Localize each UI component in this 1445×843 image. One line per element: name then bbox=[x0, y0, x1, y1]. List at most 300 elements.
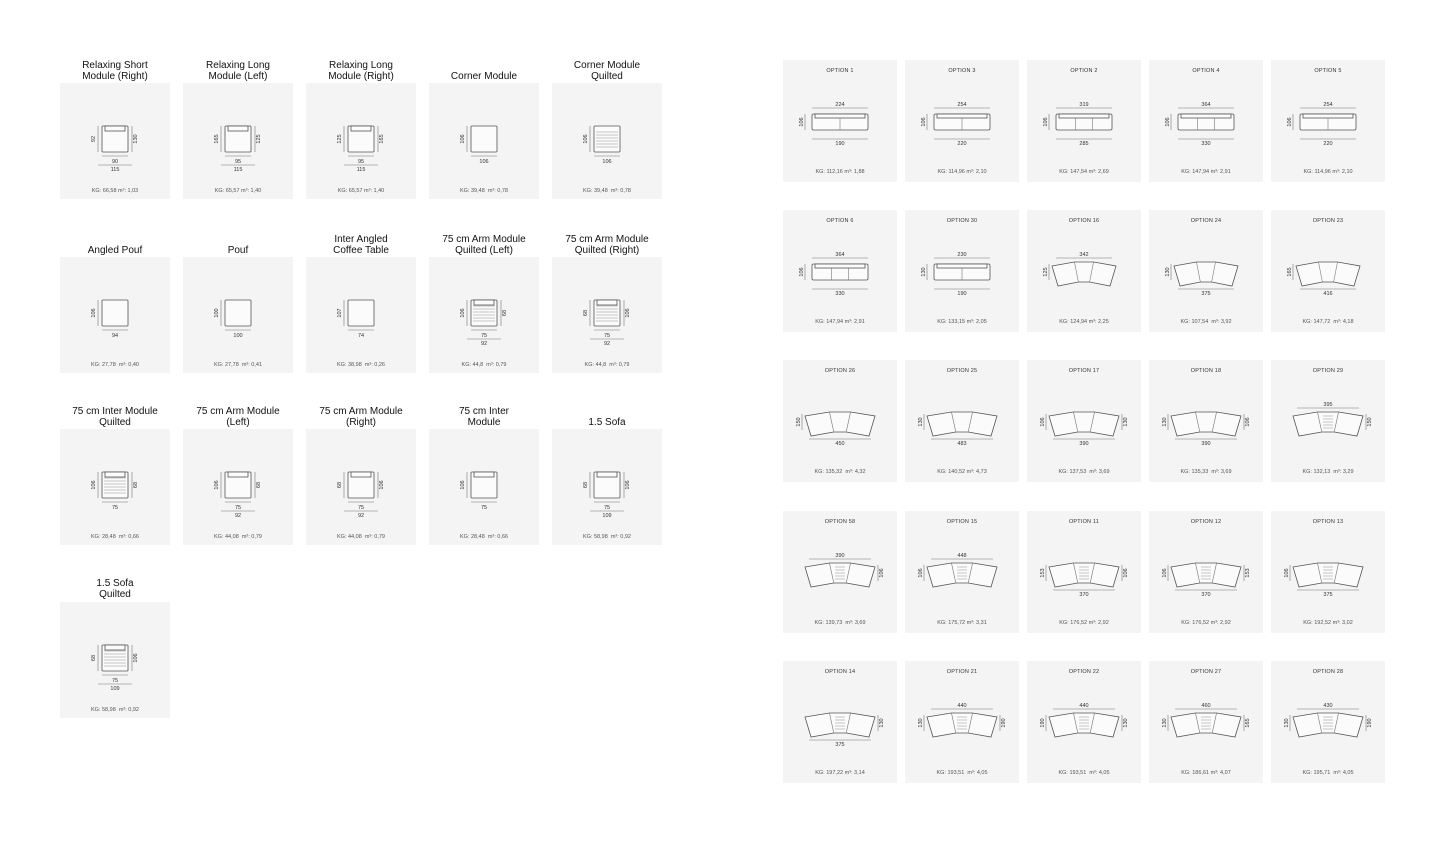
module-outline bbox=[594, 126, 620, 152]
module-backrest bbox=[105, 645, 125, 650]
option-drawing-card bbox=[1027, 511, 1141, 633]
module-drawing-card bbox=[552, 257, 662, 373]
left-dimension-label: 130 bbox=[1162, 417, 1168, 427]
overall-width-dimension-label: 115 bbox=[110, 167, 120, 173]
module-drawing-card bbox=[183, 429, 293, 545]
width-dimension-label: 74 bbox=[357, 333, 365, 339]
option-weight-volume: KG: 147,72 m³: 4,18 bbox=[1302, 319, 1354, 325]
bottom-dimension-label: 416 bbox=[1323, 291, 1333, 297]
module-title: 75 cm Arm Module (Right) bbox=[319, 406, 403, 428]
option-drawing-card bbox=[1271, 60, 1385, 182]
depth-dimension-label: 106 bbox=[91, 308, 97, 318]
secondary-depth-dimension-label: 68 bbox=[502, 309, 508, 317]
module-plan-drawing bbox=[552, 257, 662, 373]
sofa-outline bbox=[1293, 713, 1363, 737]
module-weight-volume: KG: 58,98 m³: 0,92 bbox=[583, 534, 631, 540]
module-drawing-card bbox=[306, 429, 416, 545]
option-label: OPTION 25 bbox=[946, 368, 978, 374]
module-title: Relaxing Short Module (Right) bbox=[82, 60, 148, 82]
module-weight-volume: KG: 44,08 m³: 0,79 bbox=[214, 534, 262, 540]
option-drawing-card bbox=[1027, 661, 1141, 783]
bottom-dimension-label: 390 bbox=[1201, 441, 1211, 447]
sofa-outline bbox=[1171, 563, 1241, 587]
option-label: OPTION 4 bbox=[1192, 68, 1220, 74]
secondary-depth-dimension-label: 130 bbox=[133, 134, 139, 144]
bottom-dimension-label: 450 bbox=[835, 441, 845, 447]
option-plan-drawing bbox=[1149, 60, 1263, 182]
module-backrest bbox=[597, 472, 617, 477]
module-backrest bbox=[105, 126, 125, 131]
module-plan-drawing bbox=[429, 257, 539, 373]
sofa-outline bbox=[805, 412, 875, 436]
option-label: OPTION 23 bbox=[1312, 218, 1344, 224]
option-drawing-card bbox=[783, 210, 897, 332]
right-dimension-label: 165 bbox=[1245, 718, 1251, 728]
option-weight-volume: KG: 186,61 m³: 4,07 bbox=[1181, 770, 1231, 776]
option-weight-volume: KG: 195,71 m³: 4,05 bbox=[1302, 770, 1354, 776]
top-dimension-label: 224 bbox=[835, 102, 845, 108]
option-weight-volume: KG: 147,94 m³: 2,91 bbox=[1181, 169, 1231, 175]
left-dimension-label: 190 bbox=[1040, 718, 1046, 728]
module-plan-drawing bbox=[306, 257, 416, 373]
sofa-outline bbox=[1049, 563, 1119, 587]
option-label: OPTION 21 bbox=[946, 669, 978, 675]
module-backrest bbox=[351, 472, 371, 477]
option-weight-volume: KG: 124,94 m³: 2,25 bbox=[1059, 319, 1109, 325]
option-weight-volume: KG: 135,32 m³: 4,32 bbox=[814, 469, 866, 475]
option-drawing-card bbox=[905, 210, 1019, 332]
option-plan-drawing bbox=[783, 60, 897, 182]
depth-dimension-label: 107 bbox=[337, 308, 343, 318]
option-plan-drawing bbox=[1149, 661, 1263, 783]
option-drawing-card bbox=[1271, 511, 1385, 633]
depth-dimension-label: 106 bbox=[91, 480, 97, 490]
right-dimension-label: 153 bbox=[1245, 568, 1251, 578]
bottom-dimension-label: 375 bbox=[835, 742, 845, 748]
module-drawing-card bbox=[552, 83, 662, 199]
bottom-dimension-label: 483 bbox=[957, 441, 967, 447]
module-plan-drawing bbox=[183, 257, 293, 373]
sofa-outline bbox=[1171, 713, 1241, 737]
top-dimension-label: 342 bbox=[1079, 252, 1089, 258]
module-title: 75 cm Arm Module Quilted (Right) bbox=[565, 234, 649, 256]
option-drawing-card bbox=[1027, 60, 1141, 182]
option-weight-volume: KG: 193,51 m³: 4,05 bbox=[936, 770, 988, 776]
module-plan-drawing bbox=[552, 83, 662, 199]
top-dimension-label: 440 bbox=[957, 703, 967, 709]
depth-dimension-label: 68 bbox=[583, 309, 589, 317]
option-weight-volume: KG: 176,52 m³: 2,92 bbox=[1181, 620, 1231, 626]
module-backrest bbox=[474, 300, 494, 305]
option-plan-drawing bbox=[1271, 60, 1385, 182]
depth-dimension-label: 68 bbox=[91, 654, 97, 662]
module-outline bbox=[471, 126, 497, 152]
module-plan-drawing bbox=[306, 83, 416, 199]
module-weight-volume: KG: 28,48 m³: 0,66 bbox=[91, 534, 139, 540]
module-drawing-card bbox=[183, 257, 293, 373]
sofa-outline bbox=[1049, 713, 1119, 737]
depth-dimension-label: 165 bbox=[214, 134, 220, 144]
left-dimension-label: 130 bbox=[921, 267, 927, 277]
module-backrest bbox=[597, 300, 617, 305]
option-weight-volume: KG: 112,16 m³: 1,88 bbox=[815, 169, 865, 175]
module-plan-drawing bbox=[429, 83, 539, 199]
module-title: 75 cm Arm Module (Left) bbox=[196, 406, 280, 428]
module-weight-volume: KG: 27,78 m³: 0,40 bbox=[91, 362, 139, 368]
module-backrest bbox=[228, 472, 248, 477]
option-label: OPTION 15 bbox=[946, 519, 978, 525]
option-weight-volume: KG: 175,72 m³: 3,31 bbox=[937, 620, 987, 626]
module-title: Angled Pouf bbox=[87, 245, 143, 256]
top-dimension-label: 254 bbox=[1323, 102, 1333, 108]
option-plan-drawing bbox=[905, 661, 1019, 783]
sofa-backrest bbox=[1303, 114, 1353, 118]
option-drawing-card bbox=[905, 60, 1019, 182]
bottom-dimension-label: 375 bbox=[1201, 291, 1211, 297]
right-dimension-label: 106 bbox=[1245, 417, 1251, 427]
bottom-dimension-label: 370 bbox=[1079, 592, 1089, 598]
option-drawing-card bbox=[1149, 60, 1263, 182]
option-drawing-card bbox=[1149, 360, 1263, 482]
top-dimension-label: 448 bbox=[957, 553, 967, 559]
sofa-backrest bbox=[937, 264, 987, 268]
option-weight-volume: KG: 107,54 m³: 3,92 bbox=[1180, 319, 1232, 325]
option-drawing-card bbox=[905, 661, 1019, 783]
module-plan-drawing bbox=[183, 83, 293, 199]
width-dimension-label: 94 bbox=[111, 333, 119, 339]
option-label: OPTION 11 bbox=[1068, 519, 1100, 525]
sofa-outline bbox=[1296, 262, 1360, 286]
width-dimension-label: 75 bbox=[111, 678, 119, 684]
module-drawing-card bbox=[60, 429, 170, 545]
overall-width-dimension-label: 92 bbox=[603, 341, 611, 347]
option-plan-drawing bbox=[1027, 511, 1141, 633]
option-drawing-card bbox=[1027, 360, 1141, 482]
module-weight-volume: KG: 44,8 m³: 0,79 bbox=[461, 362, 507, 368]
overall-width-dimension-label: 109 bbox=[602, 513, 612, 519]
module-weight-volume: KG: 65,57 m³: 1,40 bbox=[214, 188, 262, 194]
module-title: Corner Module Quilted bbox=[573, 60, 641, 82]
module-drawing-card bbox=[552, 429, 662, 545]
option-label: OPTION 5 bbox=[1314, 68, 1342, 74]
option-drawing-card bbox=[1149, 210, 1263, 332]
module-weight-volume: KG: 39,48 m³: 0,78 bbox=[583, 188, 631, 194]
option-plan-drawing bbox=[905, 360, 1019, 482]
module-title: Inter Angled Coffee Table bbox=[333, 234, 389, 256]
module-drawing-card bbox=[306, 83, 416, 199]
secondary-depth-dimension-label: 68 bbox=[256, 481, 262, 489]
left-dimension-label: 106 bbox=[1043, 117, 1049, 127]
module-title: 75 cm Inter Module bbox=[458, 406, 510, 428]
module-plan-drawing bbox=[60, 83, 170, 199]
depth-dimension-label: 106 bbox=[460, 480, 466, 490]
option-label: OPTION 13 bbox=[1312, 519, 1344, 525]
width-dimension-label: 75 bbox=[480, 505, 488, 511]
right-dimension-label: 130 bbox=[879, 718, 885, 728]
secondary-depth-dimension-label: 106 bbox=[625, 480, 631, 490]
bottom-dimension-label: 390 bbox=[1079, 441, 1089, 447]
left-dimension-label: 130 bbox=[1284, 718, 1290, 728]
module-weight-volume: KG: 38,98 m³: 0,26 bbox=[337, 362, 385, 368]
option-plan-drawing bbox=[905, 60, 1019, 182]
left-dimension-label: 106 bbox=[1040, 417, 1046, 427]
module-weight-volume: KG: 44,08 m³: 0,79 bbox=[337, 534, 385, 540]
option-weight-volume: KG: 140,52 m³: 4,73 bbox=[937, 469, 987, 475]
sofa-outline bbox=[1174, 262, 1238, 286]
left-dimension-label: 130 bbox=[1162, 718, 1168, 728]
width-dimension-label: 106 bbox=[602, 159, 612, 165]
module-drawing-card bbox=[60, 602, 170, 718]
sofa-outline bbox=[927, 563, 997, 587]
module-drawing-card bbox=[429, 83, 539, 199]
option-plan-drawing bbox=[905, 511, 1019, 633]
module-drawing-card bbox=[183, 83, 293, 199]
sofa-outline bbox=[1052, 262, 1116, 286]
option-weight-volume: KG: 192,52 m³: 3,02 bbox=[1303, 620, 1353, 626]
depth-dimension-label: 106 bbox=[460, 134, 466, 144]
bottom-dimension-label: 370 bbox=[1201, 592, 1211, 598]
module-drawing-card bbox=[60, 83, 170, 199]
option-label: OPTION 17 bbox=[1068, 368, 1100, 374]
sofa-outline bbox=[805, 713, 875, 737]
option-drawing-card bbox=[905, 360, 1019, 482]
option-label: OPTION 2 bbox=[1070, 68, 1098, 74]
right-dimension-label: 150 bbox=[1367, 417, 1373, 427]
left-dimension-label: 130 bbox=[918, 718, 924, 728]
option-label: OPTION 58 bbox=[824, 519, 856, 525]
module-weight-volume: KG: 58,98 m³: 0,92 bbox=[91, 707, 139, 713]
module-plan-drawing bbox=[183, 429, 293, 545]
bottom-dimension-label: 220 bbox=[1323, 141, 1333, 147]
overall-width-dimension-label: 115 bbox=[356, 167, 366, 173]
option-plan-drawing bbox=[1027, 210, 1141, 332]
secondary-depth-dimension-label: 106 bbox=[625, 308, 631, 318]
top-dimension-label: 440 bbox=[1079, 703, 1089, 709]
sofa-backrest bbox=[937, 114, 987, 118]
option-drawing-card bbox=[783, 661, 897, 783]
depth-dimension-label: 68 bbox=[583, 481, 589, 489]
secondary-depth-dimension-label: 165 bbox=[379, 134, 385, 144]
bottom-dimension-label: 285 bbox=[1079, 141, 1089, 147]
secondary-depth-dimension-label: 68 bbox=[133, 481, 139, 489]
module-plan-drawing bbox=[60, 429, 170, 545]
module-title: 1.5 Sofa Quilted bbox=[96, 578, 134, 600]
option-drawing-card bbox=[783, 360, 897, 482]
option-weight-volume: KG: 137,53 m³: 3,69 bbox=[1058, 469, 1110, 475]
option-drawing-card bbox=[1271, 360, 1385, 482]
overall-width-dimension-label: 115 bbox=[233, 167, 243, 173]
left-dimension-label: 130 bbox=[918, 417, 924, 427]
bottom-dimension-label: 190 bbox=[957, 291, 967, 297]
sofa-backrest bbox=[1181, 114, 1231, 118]
width-dimension-label: 75 bbox=[480, 333, 488, 339]
overall-width-dimension-label: 92 bbox=[234, 513, 242, 519]
right-dimension-label: 106 bbox=[1123, 568, 1129, 578]
module-backrest bbox=[351, 126, 371, 131]
module-title: Relaxing Long Module (Right) bbox=[328, 60, 394, 82]
option-label: OPTION 24 bbox=[1190, 218, 1222, 224]
option-label: OPTION 22 bbox=[1068, 669, 1100, 675]
left-dimension-label: 106 bbox=[1162, 568, 1168, 578]
depth-dimension-label: 106 bbox=[583, 134, 589, 144]
left-dimension-label: 106 bbox=[1287, 117, 1293, 127]
option-plan-drawing bbox=[1271, 210, 1385, 332]
module-backrest bbox=[474, 472, 494, 477]
option-drawing-card bbox=[905, 511, 1019, 633]
option-plan-drawing bbox=[1027, 360, 1141, 482]
option-plan-drawing bbox=[1149, 210, 1263, 332]
option-plan-drawing bbox=[1271, 360, 1385, 482]
module-backrest bbox=[228, 126, 248, 131]
option-plan-drawing bbox=[1271, 661, 1385, 783]
depth-dimension-label: 125 bbox=[337, 134, 343, 144]
option-label: OPTION 18 bbox=[1190, 368, 1222, 374]
module-drawing-card bbox=[306, 257, 416, 373]
option-label: OPTION 26 bbox=[824, 368, 856, 374]
option-weight-volume: KG: 193,51 m³: 4,05 bbox=[1058, 770, 1110, 776]
top-dimension-label: 390 bbox=[835, 553, 845, 559]
sofa-outline bbox=[927, 713, 997, 737]
option-label: OPTION 1 bbox=[826, 68, 854, 74]
option-weight-volume: KG: 133,15 m³: 2,05 bbox=[937, 319, 987, 325]
option-plan-drawing bbox=[783, 360, 897, 482]
depth-dimension-label: 106 bbox=[460, 308, 466, 318]
top-dimension-label: 319 bbox=[1079, 102, 1089, 108]
module-weight-volume: KG: 65,57 m³: 1,40 bbox=[337, 188, 385, 194]
overall-width-dimension-label: 92 bbox=[357, 513, 365, 519]
sofa-backrest bbox=[1059, 114, 1109, 118]
sofa-outline bbox=[1171, 412, 1241, 436]
option-weight-volume: KG: 135,33 m³: 3,69 bbox=[1180, 469, 1232, 475]
width-dimension-label: 106 bbox=[479, 159, 489, 165]
option-drawing-card bbox=[1271, 661, 1385, 783]
width-dimension-label: 95 bbox=[234, 159, 242, 165]
option-plan-drawing bbox=[783, 511, 897, 633]
sofa-backrest bbox=[815, 264, 865, 268]
option-drawing-card bbox=[783, 60, 897, 182]
sofa-backrest bbox=[815, 114, 865, 118]
option-label: OPTION 29 bbox=[1312, 368, 1344, 374]
width-dimension-label: 90 bbox=[111, 159, 119, 165]
secondary-depth-dimension-label: 125 bbox=[256, 134, 262, 144]
option-plan-drawing bbox=[783, 661, 897, 783]
module-title: Relaxing Long Module (Left) bbox=[206, 60, 270, 82]
left-dimension-label: 150 bbox=[796, 417, 802, 427]
width-dimension-label: 75 bbox=[603, 505, 611, 511]
width-dimension-label: 100 bbox=[233, 333, 243, 339]
overall-width-dimension-label: 92 bbox=[480, 341, 488, 347]
option-label: OPTION 12 bbox=[1190, 519, 1222, 525]
option-plan-drawing bbox=[783, 210, 897, 332]
option-drawing-card bbox=[783, 511, 897, 633]
option-weight-volume: KG: 132,13 m³: 3,29 bbox=[1302, 469, 1354, 475]
option-drawing-card bbox=[1027, 210, 1141, 332]
left-dimension-label: 106 bbox=[1284, 568, 1290, 578]
option-label: OPTION 3 bbox=[948, 68, 976, 74]
module-plan-drawing bbox=[60, 257, 170, 373]
module-weight-volume: KG: 44,8 m³: 0,79 bbox=[584, 362, 630, 368]
top-dimension-label: 395 bbox=[1323, 402, 1333, 408]
bottom-dimension-label: 190 bbox=[835, 141, 845, 147]
option-weight-volume: KG: 114,96 m³: 2,10 bbox=[937, 169, 987, 175]
top-dimension-label: 230 bbox=[957, 252, 967, 258]
module-weight-volume: KG: 39,48 m³: 0,78 bbox=[460, 188, 508, 194]
left-dimension-label: 106 bbox=[799, 117, 805, 127]
secondary-depth-dimension-label: 106 bbox=[379, 480, 385, 490]
module-outline bbox=[225, 300, 251, 326]
option-plan-drawing bbox=[1027, 661, 1141, 783]
option-plan-drawing bbox=[905, 210, 1019, 332]
width-dimension-label: 75 bbox=[357, 505, 365, 511]
option-weight-volume: KG: 114,96 m³: 2,10 bbox=[1303, 169, 1353, 175]
left-dimension-label: 106 bbox=[1165, 117, 1171, 127]
module-drawing-card bbox=[60, 257, 170, 373]
module-plan-drawing bbox=[60, 602, 170, 718]
right-dimension-label: 130 bbox=[1123, 718, 1129, 728]
option-plan-drawing bbox=[1149, 511, 1263, 633]
module-drawing-card bbox=[429, 429, 539, 545]
right-dimension-label: 106 bbox=[879, 568, 885, 578]
top-dimension-label: 364 bbox=[1201, 102, 1211, 108]
left-dimension-label: 106 bbox=[799, 267, 805, 277]
sofa-outline bbox=[1049, 412, 1119, 436]
option-label: OPTION 28 bbox=[1312, 669, 1344, 675]
overall-width-dimension-label: 109 bbox=[110, 686, 120, 692]
sofa-outline bbox=[1293, 412, 1363, 436]
option-weight-volume: KG: 176,52 m³: 2,92 bbox=[1059, 620, 1109, 626]
option-drawing-card bbox=[1149, 511, 1263, 633]
option-label: OPTION 30 bbox=[946, 218, 978, 224]
top-dimension-label: 430 bbox=[1323, 703, 1333, 709]
module-weight-volume: KG: 27,78 m³: 0,41 bbox=[214, 362, 262, 368]
width-dimension-label: 75 bbox=[111, 505, 119, 511]
option-weight-volume: KG: 197,22 m³: 3,14 bbox=[815, 770, 865, 776]
top-dimension-label: 254 bbox=[957, 102, 967, 108]
left-dimension-label: 165 bbox=[1287, 267, 1293, 277]
left-dimension-label: 125 bbox=[1043, 267, 1049, 277]
bottom-dimension-label: 220 bbox=[957, 141, 967, 147]
module-title: 1.5 Sofa bbox=[588, 417, 626, 428]
sofa-outline bbox=[927, 412, 997, 436]
sofa-outline bbox=[1293, 563, 1363, 587]
module-plan-drawing bbox=[429, 429, 539, 545]
module-title: 75 cm Arm Module Quilted (Left) bbox=[442, 234, 526, 256]
module-plan-drawing bbox=[306, 429, 416, 545]
bottom-dimension-label: 375 bbox=[1323, 592, 1333, 598]
width-dimension-label: 95 bbox=[357, 159, 365, 165]
option-plan-drawing bbox=[1149, 360, 1263, 482]
left-dimension-label: 153 bbox=[1040, 568, 1046, 578]
option-label: OPTION 14 bbox=[824, 669, 856, 675]
module-drawing-card bbox=[429, 257, 539, 373]
module-weight-volume: KG: 28,48 m³: 0,66 bbox=[460, 534, 508, 540]
option-label: OPTION 6 bbox=[826, 218, 854, 224]
module-plan-drawing bbox=[552, 429, 662, 545]
option-weight-volume: KG: 147,54 m³: 2,69 bbox=[1059, 169, 1109, 175]
left-dimension-label: 106 bbox=[918, 568, 924, 578]
right-dimension-label: 130 bbox=[1123, 417, 1129, 427]
module-backrest bbox=[105, 472, 125, 477]
option-weight-volume: KG: 147,94 m³: 2,91 bbox=[815, 319, 865, 325]
module-weight-volume: KG: 66,58 m³: 1,03 bbox=[91, 188, 139, 194]
module-outline bbox=[102, 300, 128, 326]
top-dimension-label: 364 bbox=[835, 252, 845, 258]
module-title: 75 cm Inter Module Quilted bbox=[72, 406, 158, 428]
secondary-depth-dimension-label: 106 bbox=[133, 653, 139, 663]
module-title: Corner Module bbox=[450, 71, 518, 82]
module-title: Pouf bbox=[227, 245, 249, 256]
option-label: OPTION 16 bbox=[1068, 218, 1100, 224]
